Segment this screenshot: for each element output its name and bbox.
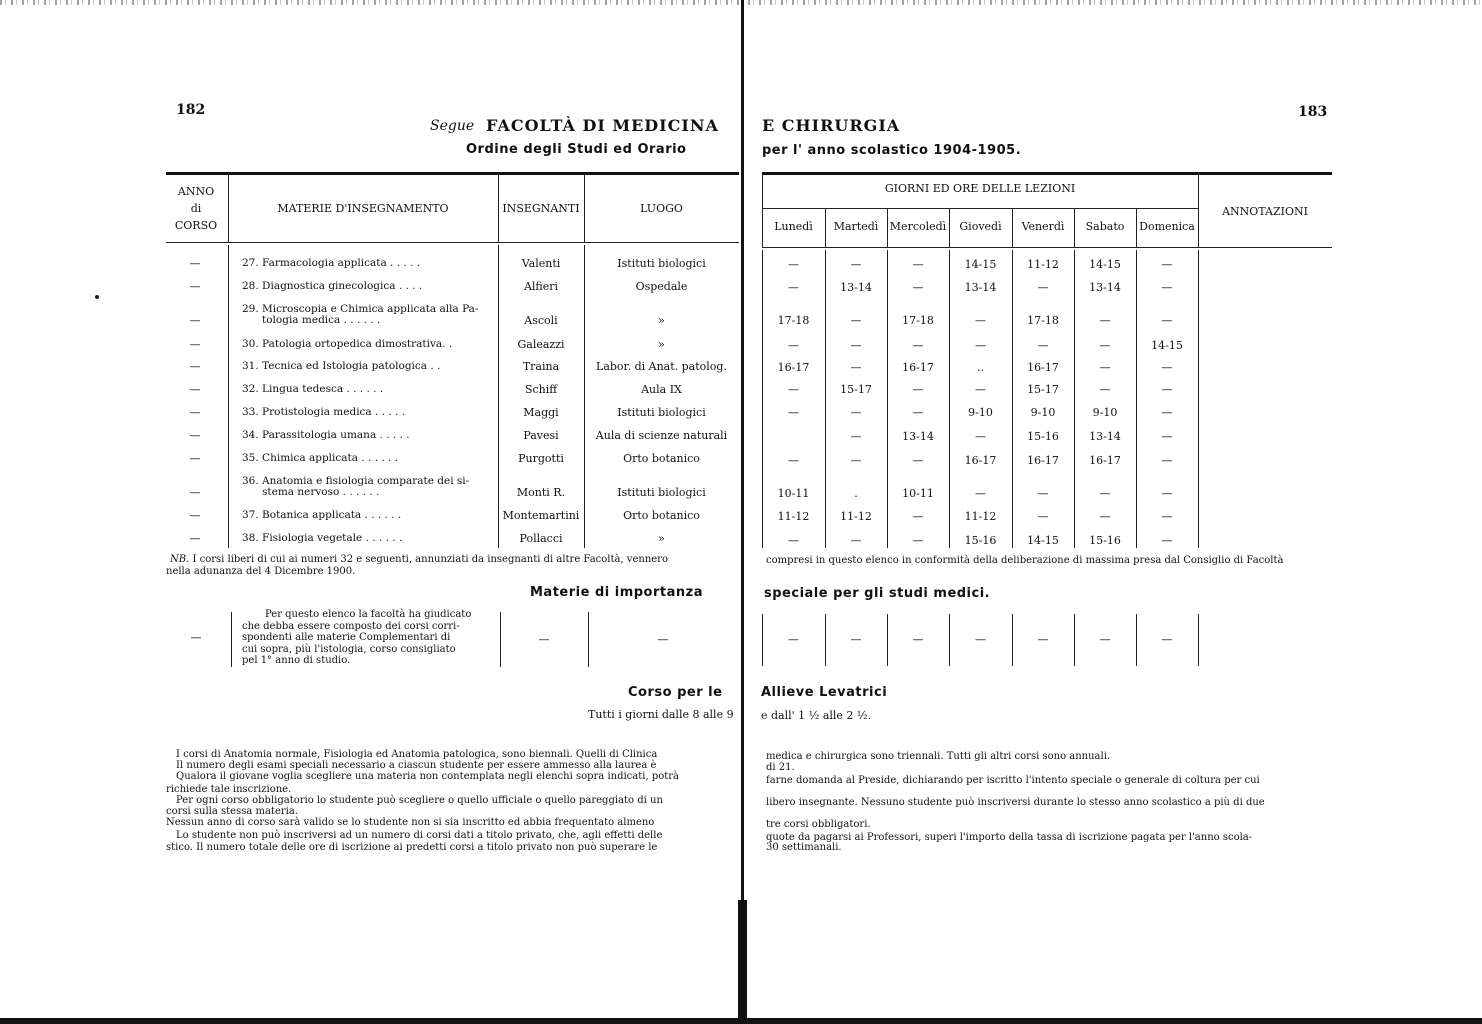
row-day-hours: 14-15 bbox=[1089, 258, 1121, 271]
header-corso: CORSO bbox=[174, 219, 218, 232]
note-left-line: Nessun anno di corso sarà valido se lo studente non si sia inscritto ed abbia frequentato almeno bbox=[166, 817, 655, 828]
special-day: — bbox=[788, 633, 799, 646]
day-header: Giovedì bbox=[959, 220, 1002, 233]
note-left-line: Per ogni corso obbligatorio lo studente può scegliere o quello ufficiale o quello pareggiato di un bbox=[176, 795, 663, 806]
row-day-hours: 15-17 bbox=[1027, 383, 1059, 396]
note-left-line: richiede tale inscrizione. bbox=[166, 784, 292, 795]
header-giorni: GIORNI ED ORE DELLE LEZIONI bbox=[884, 182, 1076, 195]
row-anno: — bbox=[189, 383, 201, 396]
day-column-divider bbox=[825, 250, 826, 548]
row-day-hours: 16-17 bbox=[902, 361, 934, 374]
nb-left bbox=[170, 554, 668, 566]
day-header: Sabato bbox=[1085, 220, 1125, 233]
row-day-hours: — bbox=[1099, 487, 1111, 500]
row-materia: 32. Lingua tedesca . . . . . . bbox=[242, 383, 384, 395]
special-day-divider bbox=[762, 614, 763, 666]
row-day-hours: 11-12 bbox=[840, 510, 872, 523]
special-day: — bbox=[975, 633, 986, 646]
row-day-hours: — bbox=[1099, 510, 1111, 523]
row-materia: 28. Diagnostica ginecologica . . . . bbox=[242, 280, 423, 292]
day-header-divider bbox=[1198, 209, 1199, 247]
row-day-hours: — bbox=[1037, 487, 1049, 500]
special-luogo: — bbox=[657, 633, 669, 646]
special-line: cui sopra, più l'istologia, corso consigliato bbox=[242, 643, 456, 655]
row-day-hours: 13-14 bbox=[902, 430, 934, 443]
row-materia: 33. Protistologia medica . . . . . bbox=[242, 406, 406, 418]
row-day-hours: .. bbox=[977, 361, 984, 374]
title-left: FACOLTÀ DI MEDICINA bbox=[486, 116, 719, 135]
row-luogo: Istituti biologici bbox=[617, 486, 706, 499]
day-header-divider bbox=[825, 209, 826, 247]
title-segue: Segue bbox=[430, 118, 475, 134]
row-insegnante: Montemartini bbox=[502, 509, 580, 522]
row-day-hours: 9-10 bbox=[1030, 406, 1056, 419]
row-materia: 34. Parassitologia umana . . . . . bbox=[242, 429, 410, 441]
book-gutter-shadow bbox=[738, 900, 747, 1024]
row-day-hours: 17-18 bbox=[777, 314, 810, 327]
day-header: Domenica bbox=[1139, 220, 1195, 233]
special-day: — bbox=[1037, 633, 1049, 646]
row-day-hours: 13-14 bbox=[1089, 281, 1121, 294]
row-day-hours: — bbox=[912, 406, 924, 419]
scan-bottom-edge bbox=[0, 1018, 1482, 1024]
row-luogo: Aula IX bbox=[641, 383, 682, 396]
row-day-hours: 11-12 bbox=[964, 510, 997, 523]
row-materia: 37. Botanica applicata . . . . . . bbox=[242, 509, 402, 521]
day-column-divider bbox=[1136, 250, 1137, 548]
row-anno: — bbox=[189, 486, 201, 499]
row-materia: 31. Tecnica ed Istologia patologica . . bbox=[242, 360, 441, 372]
materie-heading-right: speciale per gli studi medici. bbox=[764, 586, 991, 601]
row-insegnante: Valenti bbox=[521, 257, 561, 270]
row-insegnante: Pavesi bbox=[523, 429, 559, 442]
row-anno: — bbox=[189, 338, 201, 351]
row-luogo: Ospedale bbox=[635, 280, 688, 293]
row-materia: 38. Fisiologia vegetale . . . . . . bbox=[242, 532, 403, 544]
row-anno: — bbox=[189, 314, 201, 327]
special-day-divider bbox=[1012, 614, 1013, 666]
row-day-hours: — bbox=[912, 383, 924, 396]
row-day-hours: 11-12 bbox=[777, 510, 810, 523]
row-insegnante: Ascoli bbox=[524, 314, 558, 327]
column-divider bbox=[762, 250, 763, 548]
special-anno: — bbox=[190, 631, 202, 644]
row-anno: — bbox=[189, 257, 201, 270]
title-right: E CHIRURGIA bbox=[762, 116, 901, 135]
day-header-divider bbox=[1074, 209, 1075, 247]
row-luogo: Istituti biologici bbox=[617, 257, 706, 270]
row-insegnante: Maggi bbox=[523, 406, 559, 419]
row-day-hours: 14-15 bbox=[964, 258, 997, 271]
row-day-hours: — bbox=[1037, 510, 1049, 523]
special-day-divider bbox=[887, 614, 888, 666]
row-day-hours: — bbox=[1161, 430, 1173, 443]
header-anno: ANNO bbox=[177, 185, 215, 198]
row-day-hours: 16-17 bbox=[964, 454, 997, 467]
row-day-hours: 13-14 bbox=[964, 281, 997, 294]
special-day-divider bbox=[1198, 614, 1199, 666]
row-day-hours: 16-17 bbox=[777, 361, 810, 374]
row-day-hours: — bbox=[975, 314, 986, 327]
row-day-hours: — bbox=[912, 258, 924, 271]
row-day-hours: — bbox=[1161, 281, 1173, 294]
special-day: — bbox=[1099, 633, 1111, 646]
row-day-hours: — bbox=[975, 339, 986, 352]
row-day-hours: 15-17 bbox=[840, 383, 872, 396]
row-materia-cont: stema nervoso . . . . . . bbox=[262, 486, 380, 498]
note-left-line: corsi sulla stessa materia. bbox=[166, 806, 298, 817]
row-materia-cont: tologia medica . . . . . . bbox=[262, 314, 381, 326]
row-day-hours: — bbox=[788, 406, 799, 419]
materie-heading-left: Materie di importanza bbox=[530, 585, 703, 600]
row-day-hours: — bbox=[788, 339, 799, 352]
day-column-divider bbox=[949, 250, 950, 548]
row-day-hours: — bbox=[1099, 361, 1111, 374]
row-day-hours: — bbox=[1099, 314, 1111, 327]
note-right-line: medica e chirurgica sono triennali. Tutti gli altri corsi sono annuali. bbox=[766, 751, 1111, 762]
row-day-hours: — bbox=[975, 430, 986, 443]
row-day-hours: 17-18 bbox=[902, 314, 934, 327]
header-bottom-rule-left bbox=[166, 242, 739, 243]
scan-speck bbox=[95, 295, 99, 299]
row-day-hours: — bbox=[850, 534, 862, 547]
row-day-hours: — bbox=[975, 487, 986, 500]
row-day-hours: 16-17 bbox=[1089, 454, 1121, 467]
row-day-hours: 17-18 bbox=[1027, 314, 1059, 327]
row-day-hours: — bbox=[1161, 534, 1173, 547]
row-anno: — bbox=[189, 280, 201, 293]
row-day-hours: — bbox=[1161, 314, 1173, 327]
row-day-hours: 11-12 bbox=[1027, 258, 1059, 271]
nb-label: NB. bbox=[170, 554, 190, 565]
row-day-hours: — bbox=[1099, 383, 1111, 396]
corso-heading-left: Corso per le bbox=[628, 685, 723, 700]
special-day-divider bbox=[825, 614, 826, 666]
row-day-hours: — bbox=[788, 454, 799, 467]
header-insegnanti: INSEGNANTI bbox=[502, 202, 580, 215]
row-materia: 36. Anatomia e fisiologia comparate dei si- bbox=[242, 475, 470, 487]
row-day-hours: 10-11 bbox=[902, 487, 934, 500]
row-day-hours: 10-11 bbox=[777, 487, 810, 500]
day-column-divider bbox=[1074, 250, 1075, 548]
row-day-hours: 13-14 bbox=[1089, 430, 1121, 443]
corso-heading-right: Allieve Levatrici bbox=[761, 685, 888, 700]
row-day-hours: — bbox=[912, 454, 924, 467]
special-day-divider bbox=[1136, 614, 1137, 666]
header-annotazioni: ANNOTAZIONI bbox=[1222, 205, 1308, 218]
special-day: — bbox=[1161, 633, 1173, 646]
row-day-hours: — bbox=[1161, 258, 1173, 271]
special-line: pel 1° anno di studio. bbox=[242, 655, 351, 666]
column-divider bbox=[228, 245, 229, 548]
special-day-divider bbox=[1074, 614, 1075, 666]
special-line: spondenti alle materie Complementari di bbox=[242, 632, 451, 643]
row-day-hours: — bbox=[1161, 454, 1173, 467]
row-day-hours: — bbox=[1161, 487, 1173, 500]
row-luogo: » bbox=[658, 314, 665, 327]
row-day-hours: — bbox=[1161, 383, 1173, 396]
note-left-line: Qualora il giovane voglia scegliere una materia non contemplata negli elenchi sopra indicati, potrà bbox=[176, 771, 679, 782]
nb-left-line2: nella adunanza del 4 Dicembre 1900. bbox=[166, 566, 356, 577]
special-day: — bbox=[912, 633, 924, 646]
day-header: Martedì bbox=[833, 220, 879, 233]
row-day-hours: 16-17 bbox=[1027, 361, 1059, 374]
row-day-hours: — bbox=[912, 534, 924, 547]
row-day-hours: 15-16 bbox=[1089, 534, 1121, 547]
book-gutter bbox=[741, 0, 744, 1024]
row-day-hours: — bbox=[788, 534, 799, 547]
row-day-hours: 14-15 bbox=[1027, 534, 1059, 547]
row-anno: — bbox=[189, 509, 201, 522]
row-day-hours: 9-10 bbox=[968, 406, 993, 419]
day-column-divider bbox=[1012, 250, 1013, 548]
row-day-hours: — bbox=[850, 430, 862, 443]
page-number-left: 182 bbox=[176, 102, 206, 118]
row-day-hours: — bbox=[850, 339, 862, 352]
day-column-divider bbox=[887, 250, 888, 548]
row-day-hours: — bbox=[788, 383, 799, 396]
row-day-hours: . bbox=[854, 487, 858, 500]
row-day-hours: — bbox=[1161, 510, 1173, 523]
row-insegnante: Galeazzi bbox=[517, 338, 565, 351]
row-day-hours: — bbox=[850, 361, 862, 374]
special-ins: — bbox=[538, 633, 550, 646]
row-insegnante: Monti R. bbox=[516, 486, 566, 499]
row-materia: 29. Microscopia e Chimica applicata alla Pa- bbox=[242, 303, 479, 315]
note-right-line: quote da pagarsi ai Professori, superi l'importo della tassa di iscrizione pagata per l'anno scola- bbox=[766, 832, 1253, 843]
special-line: Per questo elenco la facoltà ha giudicato bbox=[265, 609, 472, 620]
row-day-hours: — bbox=[1099, 339, 1111, 352]
subtitle-left: Ordine degli Studi ed Orario bbox=[466, 142, 687, 157]
row-luogo: Aula di scienze naturali bbox=[595, 429, 728, 442]
corso-sub-right: e dall' 1 ½ alle 2 ½. bbox=[761, 709, 872, 722]
day-header: Mercoledì bbox=[889, 220, 947, 233]
subtitle-right: per l' anno scolastico 1904-1905. bbox=[762, 143, 1022, 158]
nb-right-line1: compresi in questo elenco in conformità della deliberazione di massima presa dal Consiglio di Facoltà bbox=[766, 555, 1284, 566]
header-luogo: LUOGO bbox=[640, 202, 683, 215]
row-anno: — bbox=[189, 406, 201, 419]
row-luogo: Istituti biologici bbox=[617, 406, 706, 419]
row-luogo: Labor. di Anat. patolog. bbox=[596, 360, 727, 373]
row-insegnante: Purgotti bbox=[518, 452, 564, 465]
giorni-sub-rule bbox=[762, 208, 1198, 209]
row-day-hours: 16-17 bbox=[1027, 454, 1059, 467]
note-right-line: libero insegnante. Nessuno studente può inscriversi durante lo stesso anno scolastico a più di due bbox=[766, 797, 1265, 808]
day-column-divider bbox=[1198, 250, 1199, 548]
day-header: Venerdì bbox=[1021, 220, 1065, 233]
note-right-line: tre corsi obbligatori. bbox=[766, 819, 871, 830]
row-day-hours: 15-16 bbox=[1027, 430, 1059, 443]
row-anno: — bbox=[189, 532, 201, 545]
row-day-hours: 14-15 bbox=[1151, 339, 1183, 352]
note-left-line: Lo studente non può inscriversi ad un numero di corsi dati a titolo privato, che, agli effetti delle bbox=[176, 830, 663, 841]
note-right-line: di 21. bbox=[766, 762, 795, 773]
row-day-hours: — bbox=[1161, 406, 1173, 419]
day-header-divider bbox=[1012, 209, 1013, 247]
row-luogo: » bbox=[658, 338, 665, 351]
row-day-hours: — bbox=[850, 454, 862, 467]
row-insegnante: Alfieri bbox=[523, 280, 559, 293]
day-header-divider bbox=[949, 209, 950, 247]
note-left-line: I corsi di Anatomia normale, Fisiologia ed Anatomia patologica, sono biennali. Quelli di Clinica bbox=[176, 749, 658, 760]
row-insegnante: Schiff bbox=[524, 383, 558, 396]
row-day-hours: — bbox=[912, 281, 924, 294]
row-materia: 27. Farmacologia applicata . . . . . bbox=[242, 257, 421, 269]
day-header-divider bbox=[1136, 209, 1137, 247]
page-number-right: 183 bbox=[1298, 104, 1328, 120]
row-day-hours: — bbox=[1037, 281, 1049, 294]
row-day-hours: — bbox=[850, 406, 862, 419]
row-day-hours: 13-14 bbox=[840, 281, 872, 294]
row-day-hours: — bbox=[912, 339, 924, 352]
nb-left-line1: I corsi liberi di cui ai numeri 32 e seguenti, annunziati da insegnanti di altre Facoltà, vennero bbox=[192, 554, 668, 565]
row-day-hours: 9-10 bbox=[1092, 406, 1118, 419]
special-day-divider bbox=[949, 614, 950, 666]
row-materia: 35. Chimica applicata . . . . . . bbox=[242, 452, 399, 464]
row-day-hours: — bbox=[850, 314, 862, 327]
row-day-hours: — bbox=[788, 258, 799, 271]
row-day-hours: — bbox=[1037, 339, 1049, 352]
header-bottom-rule-right bbox=[762, 247, 1332, 248]
row-luogo: » bbox=[658, 532, 665, 545]
day-header-divider bbox=[887, 209, 888, 247]
header-materie: MATERIE D'INSEGNAMENTO bbox=[277, 202, 449, 215]
header-rule-right bbox=[762, 172, 1332, 175]
note-left-line: Il numero degli esami speciali necessario a ciascun studente per essere ammesso alla laurea è bbox=[176, 760, 657, 771]
row-insegnante: Pollacci bbox=[519, 532, 563, 545]
day-header: Lunedì bbox=[774, 220, 813, 233]
header-rule-left bbox=[166, 172, 739, 175]
row-luogo: Orto botanico bbox=[623, 452, 700, 465]
row-day-hours: — bbox=[850, 258, 862, 271]
special-day: — bbox=[850, 633, 862, 646]
row-anno: — bbox=[189, 452, 201, 465]
row-day-hours: — bbox=[912, 510, 924, 523]
row-materia: 30. Patologia ortopedica dimostrativa. . bbox=[242, 338, 453, 350]
note-left-line: stico. Il numero totale delle ore di iscrizione ai predetti corsi a titolo privato non può superare le bbox=[166, 842, 658, 853]
row-day-hours: — bbox=[1161, 361, 1173, 374]
row-day-hours: 15-16 bbox=[964, 534, 997, 547]
row-day-hours: — bbox=[788, 281, 799, 294]
row-luogo: Orto botanico bbox=[623, 509, 700, 522]
note-right-line: farne domanda al Preside, dichiarando per iscritto l'intento speciale o generale di coltura per cui bbox=[766, 775, 1260, 786]
note-right-line: 30 settimanali. bbox=[766, 842, 842, 853]
row-insegnante: Traina bbox=[522, 360, 560, 373]
special-line: che debba essere composto dei corsi corri- bbox=[242, 620, 460, 632]
row-anno: — bbox=[189, 360, 201, 373]
header-di: di bbox=[190, 202, 202, 215]
row-anno: — bbox=[189, 429, 201, 442]
corso-sub-left: Tutti i giorni dalle 8 alle 9 bbox=[588, 708, 734, 721]
row-day-hours: — bbox=[975, 383, 986, 396]
